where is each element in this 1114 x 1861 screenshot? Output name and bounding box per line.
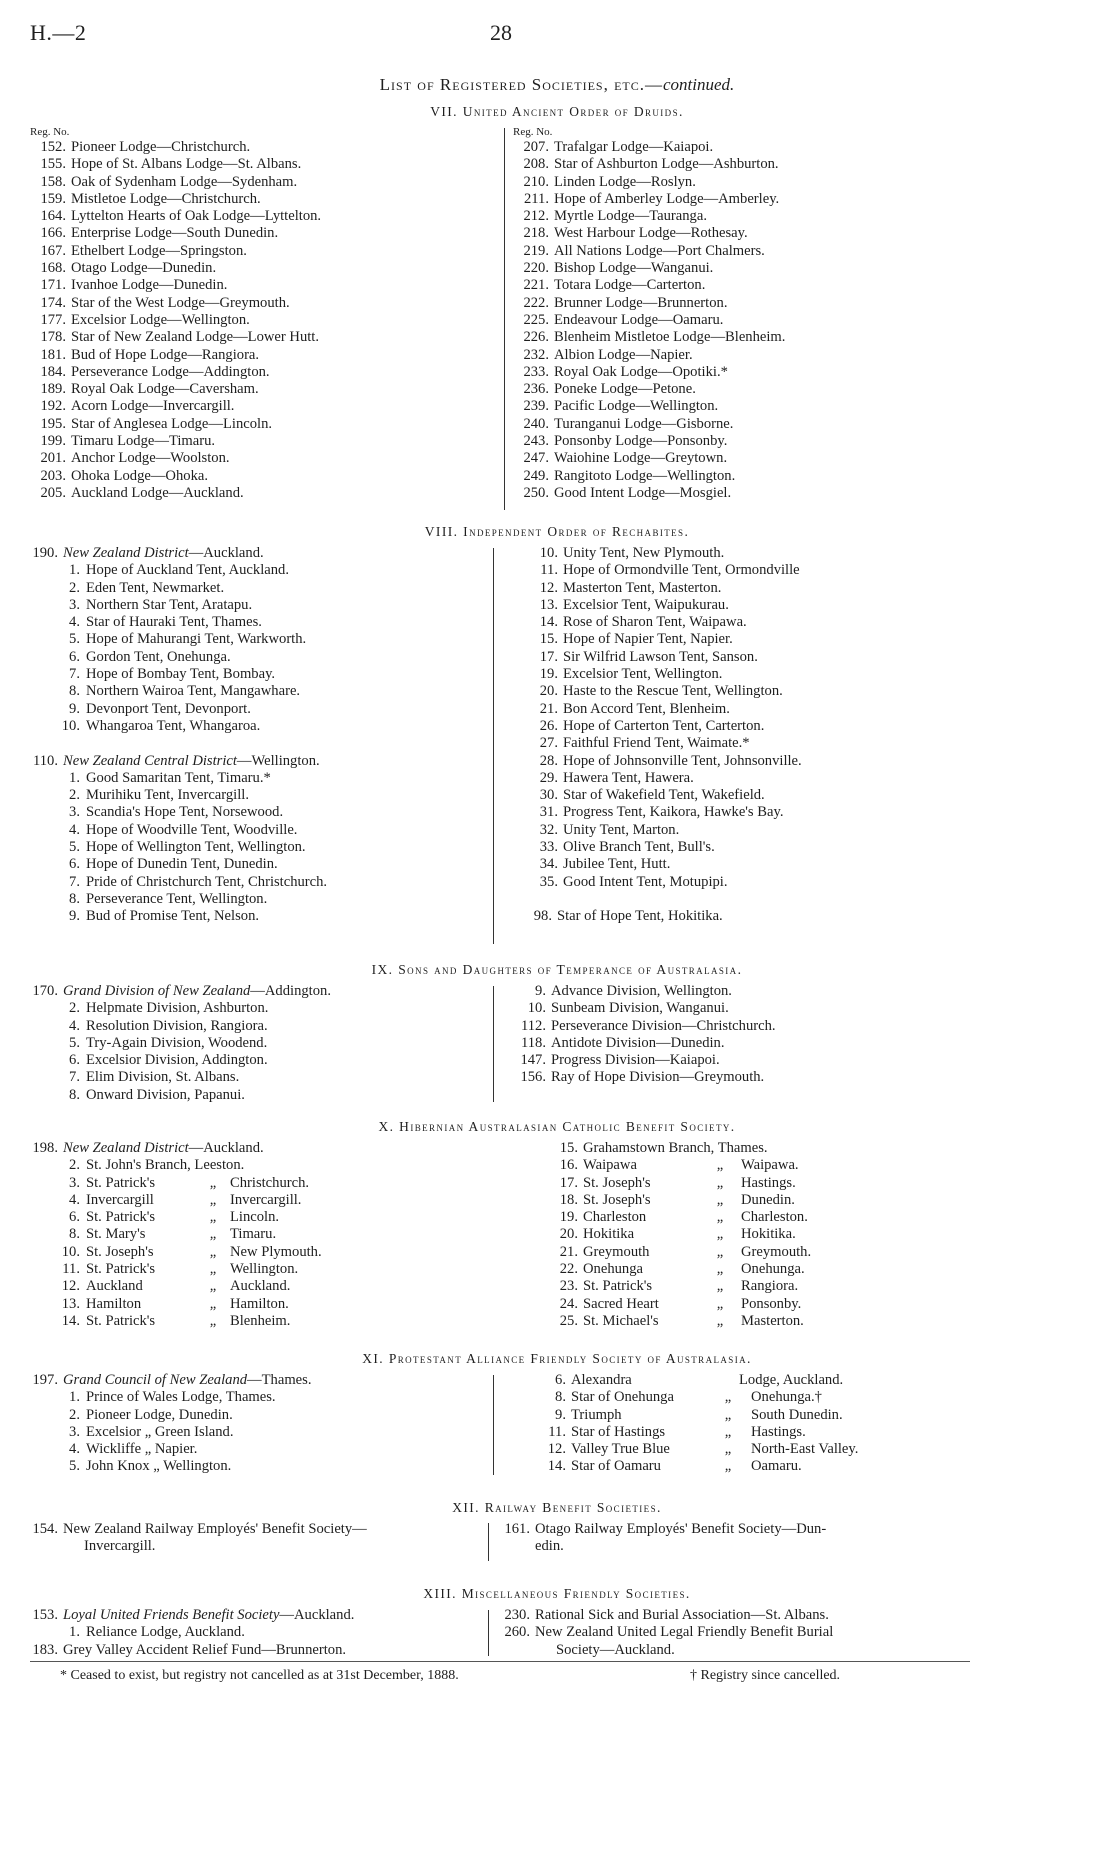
list-item: 15. Grahamstown Branch, Thames. bbox=[559, 1140, 768, 1156]
list-item: 4. Resolution Division, Rangiora. bbox=[69, 1017, 268, 1034]
list-item: 6. Gordon Tent, Onehunga. bbox=[69, 648, 231, 665]
list-item: 4. Star of Hauraki Tent, Thames. bbox=[69, 614, 262, 631]
list-item: 6. St. Patrick's „ Lincoln. bbox=[69, 1209, 280, 1226]
list-item: 20. Haste to the Rescue Tent, Wellington. bbox=[539, 683, 783, 700]
list-item: 112. Perseverance Division—Christchurch. bbox=[521, 1017, 776, 1034]
list-item: 236. Poneke Lodge—Petone. bbox=[523, 381, 696, 398]
list-item: 152. Pioneer Lodge—Christchurch. bbox=[40, 139, 251, 155]
list-item: 184. Perseverance Lodge—Addington. bbox=[40, 363, 270, 380]
section-viii-left-list bbox=[22, 545, 327, 926]
list-item: 22. Onehunga „ Onehunga. bbox=[559, 1261, 805, 1278]
list-item: 8. Star of Onehunga „ Onehunga.† bbox=[555, 1389, 822, 1406]
section-xii-heading: XII. Railway Benefit Societies. bbox=[452, 1500, 662, 1515]
page-number: 28 bbox=[490, 20, 512, 45]
list-item: 21. Greymouth „ Greymouth. bbox=[559, 1243, 812, 1260]
footnote-rule bbox=[30, 1661, 970, 1662]
list-item: 2. Eden Tent, Newmarket. bbox=[69, 579, 225, 596]
list-item: 218. West Harbour Lodge—Rothesay. bbox=[523, 225, 748, 242]
section-xiii-right bbox=[494, 1607, 833, 1659]
list-item: 16. Waipawa „ Waipawa. bbox=[559, 1157, 799, 1174]
section-vii-right-list bbox=[513, 126, 785, 502]
list-item: 1. Reliance Lodge, Auckland. bbox=[69, 1624, 245, 1641]
list-item: 25. St. Michael's „ Masterton. bbox=[559, 1312, 804, 1329]
section-x-left-list bbox=[22, 1140, 322, 1330]
list-item: 35. Good Intent Tent, Motupipi. bbox=[539, 873, 728, 890]
list-item: 14. Rose of Sharon Tent, Waipawa. bbox=[539, 614, 747, 631]
header-reference: H.—2 bbox=[30, 20, 87, 45]
list-item: 3. St. Patrick's „ Christchurch. bbox=[69, 1174, 310, 1191]
list-item: 207. Trafalgar Lodge—Kaiapoi. bbox=[523, 139, 714, 155]
list-item: 6. Excelsior Division, Addington. bbox=[69, 1052, 268, 1069]
list-item: 205. Auckland Lodge—Auckland. bbox=[40, 484, 244, 501]
list-item: 232. Albion Lodge—Napier. bbox=[523, 346, 693, 363]
list-item: 28. Hope of Johnsonville Tent, Johnsonville. bbox=[539, 752, 802, 769]
list-item: 243. Ponsonby Lodge—Ponsonby. bbox=[523, 433, 728, 450]
list-item bbox=[510, 983, 776, 1087]
list-item: 174. Star of the West Lodge—Greymouth. bbox=[40, 294, 290, 311]
list-item: 11. Hope of Ormondville Tent, Ormondville bbox=[540, 562, 800, 579]
list-item: 2. Murihiku Tent, Invercargill. bbox=[69, 787, 249, 804]
list-item bbox=[22, 1000, 331, 1104]
list-item: 166. Enterprise Lodge—South Dunedin. bbox=[40, 225, 279, 242]
section-xiii-left bbox=[22, 1607, 354, 1659]
list-item: 220. Bishop Lodge—Wanganui. bbox=[523, 260, 714, 277]
list-item: 26. Hope of Carterton Tent, Carterton. bbox=[539, 717, 765, 734]
list-item: 177. Excelsior Lodge—Wellington. bbox=[40, 311, 250, 328]
section-ix-heading: IX. Sons and Daughters of Temperance of Australasia. bbox=[371, 962, 743, 977]
list-item: 239. Pacific Lodge—Wellington. bbox=[523, 398, 719, 415]
section-ix-left-list bbox=[22, 983, 331, 1104]
list-item: 192. Acorn Lodge—Invercargill. bbox=[40, 398, 235, 415]
list-item: 98. Star of Hope Tent, Hokitika. bbox=[533, 908, 723, 925]
list-item: 4. Hope of Woodville Tent, Woodville. bbox=[69, 821, 298, 838]
list-item-continuation: Society—Auckland. bbox=[556, 1641, 675, 1658]
list-item: 168. Otago Lodge—Dunedin. bbox=[40, 260, 217, 277]
list-item: 240. Turanganui Lodge—Gisborne. bbox=[523, 415, 734, 432]
section-viii-right-list bbox=[522, 545, 802, 926]
list-item: 21. Bon Accord Tent, Blenheim. bbox=[539, 700, 730, 717]
list-item: 5. John Knox „ Wellington. bbox=[69, 1458, 232, 1475]
list-item: 1. Hope of Auckland Tent, Auckland. bbox=[69, 562, 289, 579]
district-heading: 110. New Zealand Central District—Wellington. bbox=[33, 752, 320, 769]
list-item: 164. Lyttelton Hearts of Oak Lodge—Lyttelton. bbox=[40, 208, 322, 225]
list-item-continuation: edin. bbox=[535, 1538, 564, 1555]
list-item: 9. Bud of Promise Tent, Nelson. bbox=[69, 908, 260, 925]
list-item: 4. Wickliffe „ Napier. bbox=[69, 1441, 198, 1458]
column-divider bbox=[488, 1610, 489, 1656]
list-item: 12. Valley True Blue „ North-East Valley. bbox=[547, 1441, 859, 1458]
list-item: 34. Jubilee Tent, Hutt. bbox=[539, 856, 671, 873]
list-item bbox=[22, 770, 327, 926]
footnote-cancelled: † Registry since cancelled. bbox=[690, 1668, 841, 1683]
list-item: 158. Oak of Sydenham Lodge—Sydenham. bbox=[40, 173, 298, 190]
column-divider bbox=[504, 128, 505, 510]
reg-no-label: Reg. No. bbox=[30, 126, 70, 138]
list-item: 5. Hope of Wellington Tent, Wellington. bbox=[69, 839, 306, 856]
list-item: 11. St. Patrick's „ Wellington. bbox=[62, 1261, 299, 1278]
section-xii-left bbox=[22, 1521, 367, 1556]
list-item: 3. Scandia's Hope Tent, Norsewood. bbox=[69, 804, 284, 821]
list-item-continuation: Invercargill. bbox=[84, 1538, 156, 1555]
list-item: 3. Northern Star Tent, Aratapu. bbox=[69, 596, 253, 613]
section-vii-heading: VII. United Ancient Order of Druids. bbox=[430, 104, 684, 119]
list-item: 222. Brunner Lodge—Brunnerton. bbox=[523, 294, 728, 311]
list-item: 208. Star of Ashburton Lodge—Ashburton. bbox=[523, 156, 779, 173]
list-item bbox=[30, 139, 321, 502]
list-item: 2. Helpmate Division, Ashburton. bbox=[69, 1000, 269, 1017]
list-item bbox=[530, 1389, 858, 1475]
list-item: 14. Star of Oamaru „ Oamaru. bbox=[547, 1458, 802, 1475]
list-item: 5. Try-Again Division, Woodend. bbox=[69, 1034, 268, 1051]
list-item: 247. Waiohine Lodge—Greytown. bbox=[523, 450, 728, 467]
list-item: 4. Invercargill „ Invercargill. bbox=[69, 1191, 302, 1208]
list-item: 153. Loyal United Friends Benefit Society—Auckland. bbox=[32, 1607, 355, 1623]
column-divider bbox=[493, 548, 494, 944]
list-item: 155. Hope of St. Albans Lodge—St. Albans. bbox=[40, 156, 302, 173]
list-item: 9. Triumph „ South Dunedin. bbox=[555, 1406, 843, 1423]
section-xii-right bbox=[494, 1521, 826, 1556]
section-vii-left-list bbox=[30, 126, 321, 502]
list-item: 9. Advance Division, Wellington. bbox=[535, 983, 732, 999]
list-item: 8. Perseverance Tent, Wellington. bbox=[69, 890, 268, 907]
list-item: 250. Good Intent Lodge—Mosgiel. bbox=[523, 484, 732, 501]
section-xi-left-list bbox=[22, 1372, 312, 1476]
list-item: 118. Antidote Division—Dunedin. bbox=[521, 1034, 725, 1051]
section-ix-right-list bbox=[510, 983, 776, 1087]
list-item: 1. Good Samaritan Tent, Timaru.* bbox=[69, 769, 271, 786]
list-item: 167. Ethelbert Lodge—Springston. bbox=[40, 242, 247, 259]
section-viii-heading: VIII. Independent Order of Rechabites. bbox=[424, 524, 690, 539]
list-item: 2. St. John's Branch, Leeston. bbox=[69, 1157, 245, 1174]
section-xi-right-list bbox=[530, 1372, 858, 1476]
list-item: 203. Ohoka Lodge—Ohoka. bbox=[40, 467, 208, 484]
list-item: 199. Timaru Lodge—Timaru. bbox=[40, 433, 216, 450]
list-item: 1. Prince of Wales Lodge, Thames. bbox=[69, 1389, 276, 1406]
list-item: 195. Star of Anglesea Lodge—Lincoln. bbox=[40, 415, 273, 432]
list-item: 181. Bud of Hope Lodge—Rangiora. bbox=[40, 346, 260, 363]
list-item: 32. Unity Tent, Marton. bbox=[539, 821, 680, 838]
list-item: 8. Northern Wairoa Tent, Mangawhare. bbox=[69, 683, 301, 700]
list-item: 161. Otago Railway Employés' Benefit Society—Dun- bbox=[504, 1521, 827, 1537]
list-item: 19. Excelsior Tent, Wellington. bbox=[539, 666, 723, 683]
list-item: 183. Grey Valley Accident Relief Fund—Brunnerton. bbox=[32, 1641, 347, 1658]
list-item: 7. Hope of Bombay Tent, Bombay. bbox=[69, 666, 276, 683]
list-item: 201. Anchor Lodge—Woolston. bbox=[40, 450, 230, 467]
list-item: 230. Rational Sick and Burial Association—St. Albans. bbox=[504, 1607, 829, 1623]
list-item: 210. Linden Lodge—Roslyn. bbox=[523, 173, 696, 190]
list-item: 14. St. Patrick's „ Blenheim. bbox=[61, 1312, 291, 1329]
list-item: 9. Devonport Tent, Devonport. bbox=[69, 700, 251, 717]
list-item: 189. Royal Oak Lodge—Caversham. bbox=[40, 381, 259, 398]
list-item: 5. Hope of Mahurangi Tent, Warkworth. bbox=[69, 631, 307, 648]
list-item bbox=[542, 1157, 811, 1330]
list-item: 10. St. Joseph's „ New Plymouth. bbox=[61, 1243, 322, 1260]
list-item: 156. Ray of Hope Division—Greymouth. bbox=[520, 1069, 765, 1086]
section-xi-heading: XI. Protestant Alliance Friendly Society of Australasia. bbox=[362, 1351, 752, 1366]
list-item: 225. Endeavour Lodge—Oamaru. bbox=[523, 311, 724, 328]
district-heading: 198. New Zealand District—Auckland. bbox=[32, 1140, 264, 1156]
list-item: 12. Masterton Tent, Masterton. bbox=[539, 579, 722, 596]
list-item bbox=[22, 1389, 312, 1475]
list-item: 15. Hope of Napier Tent, Napier. bbox=[539, 631, 733, 648]
list-item: 29. Hawera Tent, Hawera. bbox=[539, 769, 694, 786]
list-item: 7. Pride of Christchurch Tent, Christchurch. bbox=[69, 873, 328, 890]
list-item: 27. Faithful Friend Tent, Waimate.* bbox=[539, 735, 750, 752]
list-item: 11. Star of Hastings „ Hastings. bbox=[548, 1423, 806, 1440]
list-item: 212. Myrtle Lodge—Tauranga. bbox=[523, 208, 707, 225]
list-item: 24. Sacred Heart „ Ponsonby. bbox=[559, 1295, 802, 1312]
list-item bbox=[522, 545, 802, 891]
list-item: 233. Royal Oak Lodge—Opotiki.* bbox=[523, 363, 728, 380]
list-item: 7. Elim Division, St. Albans. bbox=[69, 1069, 240, 1086]
list-item: 8. Onward Division, Papanui. bbox=[69, 1086, 245, 1103]
list-item: 23. St. Patrick's „ Rangiora. bbox=[559, 1278, 799, 1295]
section-x-right-list bbox=[542, 1140, 811, 1330]
list-item: 31. Progress Tent, Kaikora, Hawke's Bay. bbox=[539, 804, 784, 821]
list-item bbox=[22, 1175, 322, 1331]
list-item: 10. Unity Tent, New Plymouth. bbox=[539, 545, 725, 561]
list-item: 20. Hokitika „ Hokitika. bbox=[559, 1226, 796, 1243]
list-item: 33. Olive Branch Tent, Bull's. bbox=[539, 839, 715, 856]
list-item: 178. Star of New Zealand Lodge—Lower Hutt. bbox=[40, 329, 320, 346]
list-item: 30. Star of Wakefield Tent, Wakefield. bbox=[539, 787, 765, 804]
list-item: 154. New Zealand Railway Employés' Benefit Society— bbox=[32, 1521, 367, 1537]
list-item: 17. Sir Wilfrid Lawson Tent, Sanson. bbox=[539, 648, 758, 665]
list-item: 18. St. Joseph's „ Dunedin. bbox=[559, 1191, 795, 1208]
section-x-heading: X. Hibernian Australasian Catholic Benefit Society. bbox=[378, 1119, 736, 1134]
column-divider bbox=[493, 986, 494, 1102]
list-item: 171. Ivanhoe Lodge—Dunedin. bbox=[40, 277, 228, 294]
list-item: 2. Pioneer Lodge, Dunedin. bbox=[69, 1406, 233, 1423]
list-item: 249. Rangitoto Lodge—Wellington. bbox=[523, 467, 736, 484]
list-item: 8. St. Mary's „ Timaru. bbox=[69, 1226, 277, 1243]
council-heading: 197. Grand Council of New Zealand—Thames. bbox=[32, 1372, 312, 1388]
list-item bbox=[22, 562, 327, 735]
list-item: 6. Hope of Dunedin Tent, Dunedin. bbox=[69, 856, 278, 873]
list-item: 13. Hamilton „ Hamilton. bbox=[61, 1295, 289, 1312]
list-item: 6. Alexandra Lodge, Auckland. bbox=[555, 1372, 844, 1388]
footnote-ceased: * Ceased to exist, but registry not cancelled as at 31st December, 1888. bbox=[60, 1668, 459, 1683]
list-item: 3. Excelsior „ Green Island. bbox=[69, 1423, 234, 1440]
reg-no-label: Reg. No. bbox=[513, 126, 553, 138]
division-heading: 170. Grand Division of New Zealand—Addington. bbox=[32, 983, 331, 999]
list-item: 219. All Nations Lodge—Port Chalmers. bbox=[523, 242, 765, 259]
list-item: 13. Excelsior Tent, Waipukurau. bbox=[539, 596, 729, 613]
list-item: 147. Progress Division—Kaiapoi. bbox=[520, 1052, 720, 1069]
list-item: 159. Mistletoe Lodge—Christchurch. bbox=[40, 190, 261, 207]
list-item bbox=[513, 139, 785, 502]
list-item: 19. Charleston „ Charleston. bbox=[559, 1209, 808, 1226]
column-divider bbox=[488, 1523, 489, 1561]
section-xiii-heading: XIII. Miscellaneous Friendly Societies. bbox=[423, 1586, 691, 1601]
column-divider bbox=[493, 1375, 494, 1475]
list-item: 12. Auckland „ Auckland. bbox=[61, 1278, 291, 1295]
list-item: 10. Whangaroa Tent, Whangaroa. bbox=[61, 717, 261, 734]
list-item: 10. Sunbeam Division, Wanganui. bbox=[527, 1000, 729, 1017]
list-item: 211. Hope of Amberley Lodge—Amberley. bbox=[524, 190, 780, 207]
list-item: 221. Totara Lodge—Carterton. bbox=[523, 277, 706, 294]
list-item: 260. New Zealand United Legal Friendly Benefit Burial bbox=[504, 1624, 834, 1641]
list-item: 17. St. Joseph's „ Hastings. bbox=[559, 1174, 796, 1191]
list-item: 226. Blenheim Mistletoe Lodge—Blenheim. bbox=[523, 329, 786, 346]
district-heading: 190. New Zealand District—Auckland. bbox=[32, 545, 264, 561]
page-title: List of Registered Societies, etc.—continued. bbox=[379, 75, 735, 94]
